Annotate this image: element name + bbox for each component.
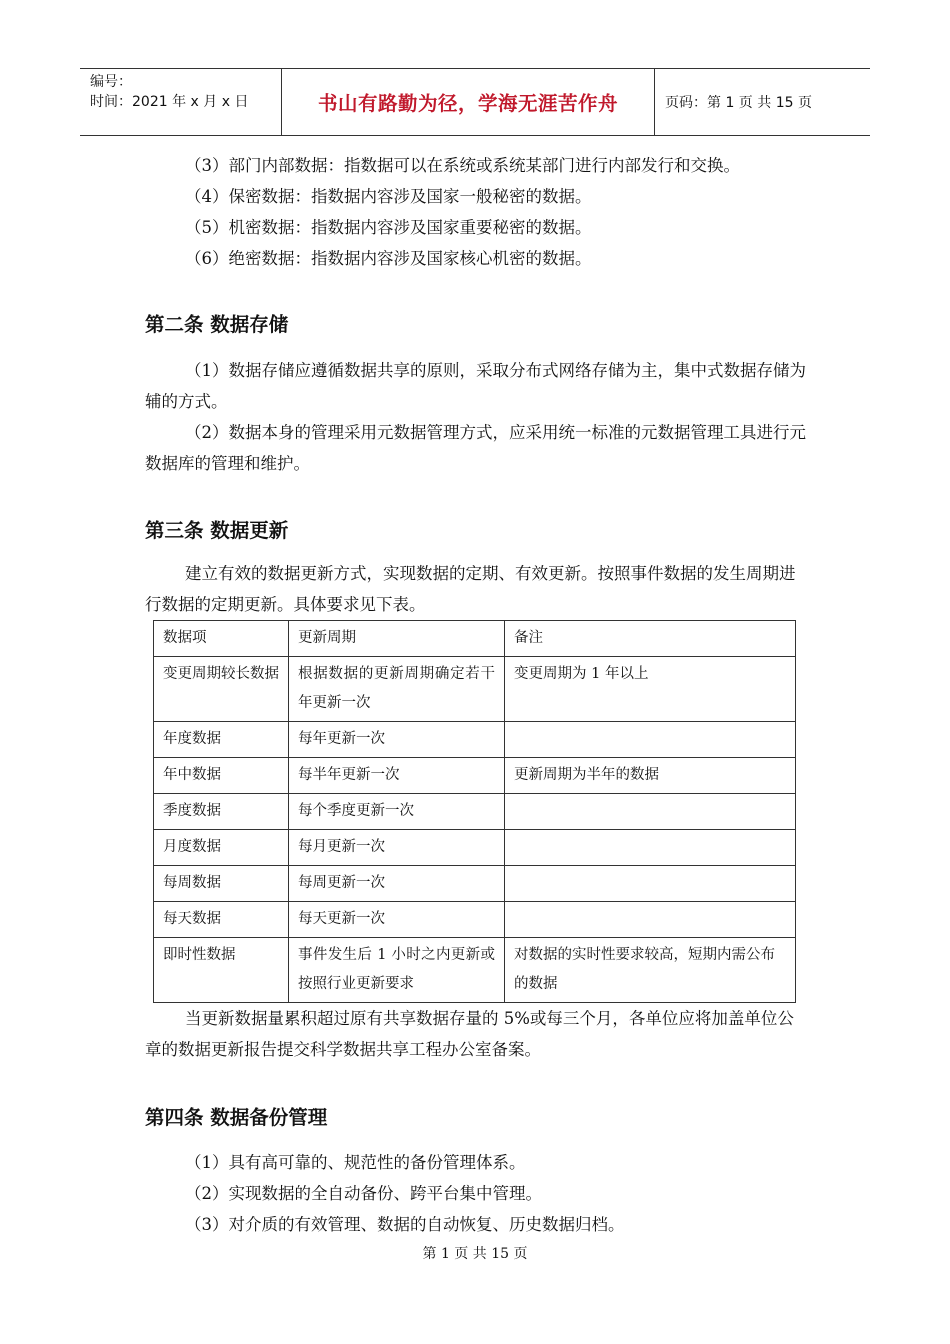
table-cell: 更新周期为半年的数据 (505, 758, 796, 794)
table-cell (505, 722, 796, 758)
list-item: （3）部门内部数据：指数据可以在系统或系统某部门进行内部发行和交换。 (185, 156, 740, 175)
table-header-row (154, 621, 796, 657)
table-cell: 每周数据 (154, 866, 289, 902)
storage-section (145, 355, 810, 479)
list-item: （6）绝密数据：指数据内容涉及国家核心机密的数据。 (185, 249, 592, 268)
table-cell: 变更周期较长数据 (154, 657, 289, 722)
list-item: （4）保密数据：指数据内容涉及国家一般秘密的数据。 (185, 187, 592, 206)
list-item: （2）实现数据的全自动备份、跨平台集中管理。 (185, 1184, 542, 1203)
document-body (145, 150, 810, 1240)
table-row (154, 758, 796, 794)
table-cell: 年度数据 (154, 722, 289, 758)
table-row (154, 938, 796, 1003)
table-cell (505, 902, 796, 938)
table-row (154, 902, 796, 938)
update-schedule-table (153, 620, 796, 1003)
document-number-label: 编号： (90, 74, 132, 90)
section-title-backup: 第四条 数据备份管理 (145, 1106, 328, 1129)
header-motto: 书山有路勤为径，学海无涯苦作舟 (282, 69, 655, 135)
table-cell: 每天数据 (154, 902, 289, 938)
table-row (154, 657, 796, 722)
table-cell (505, 866, 796, 902)
page-header (80, 68, 870, 136)
table-row (154, 866, 796, 902)
paragraph: 建立有效的数据更新方式，实现数据的定期、有效更新。按照事件数据的发生周期进行数据的定期更新。具体要求见下表。 (145, 564, 796, 614)
table-row (154, 830, 796, 866)
backup-list (145, 1147, 810, 1240)
section-title-storage: 第二条 数据存储 (145, 313, 289, 336)
table-cell: 季度数据 (154, 794, 289, 830)
table-header-cell: 备注 (505, 621, 796, 657)
table-cell (505, 794, 796, 830)
table-cell: 月度数据 (154, 830, 289, 866)
header-meta (80, 69, 282, 135)
table-cell: 每年更新一次 (289, 722, 505, 758)
table-header-cell: 数据项 (154, 621, 289, 657)
page-footer: 第 1 页 共 15 页 (422, 1246, 528, 1262)
table-cell: 每周更新一次 (289, 866, 505, 902)
section-title-update: 第三条 数据更新 (145, 519, 289, 542)
table-cell: 每个季度更新一次 (289, 794, 505, 830)
table-row (154, 722, 796, 758)
paragraph: （2）数据本身的管理采用元数据管理方式，应采用统一标准的元数据管理工具进行元数据库的管理和维护。 (145, 423, 806, 473)
document-time-label: 时间：2021 年 x 月 x 日 (90, 94, 249, 110)
paragraph: 当更新数据量累积超过原有共享数据存量的 5%或每三个月，各单位应将加盖单位公章的数据更新报告提交科学数据共享工程办公室备案。 (145, 1009, 794, 1059)
table-cell: 根据数据的更新周期确定若干年更新一次 (289, 657, 505, 722)
intro-list (145, 150, 810, 274)
list-item: （1）具有高可靠的、规范性的备份管理体系。 (185, 1153, 526, 1172)
table-cell: 每月更新一次 (289, 830, 505, 866)
table-row (154, 794, 796, 830)
table-cell: 事件发生后 1 小时之内更新或按照行业更新要求 (289, 938, 505, 1003)
table-cell: 对数据的实时性要求较高，短期内需公布的数据 (505, 938, 796, 1003)
table-cell: 变更周期为 1 年以上 (505, 657, 796, 722)
table-cell: 年中数据 (154, 758, 289, 794)
table-header-cell: 更新周期 (289, 621, 505, 657)
list-item: （3）对介质的有效管理、数据的自动恢复、历史数据归档。 (185, 1215, 625, 1234)
table-cell (505, 830, 796, 866)
header-page-number: 页码：第 1 页 共 15 页 (665, 95, 812, 111)
table-cell: 每天更新一次 (289, 902, 505, 938)
table-cell: 即时性数据 (154, 938, 289, 1003)
table-cell: 每半年更新一次 (289, 758, 505, 794)
paragraph: （1）数据存储应遵循数据共享的原则，采取分布式网络存储为主，集中式数据存储为辅的方式。 (145, 361, 806, 411)
list-item: （5）机密数据：指数据内容涉及国家重要秘密的数据。 (185, 218, 592, 237)
